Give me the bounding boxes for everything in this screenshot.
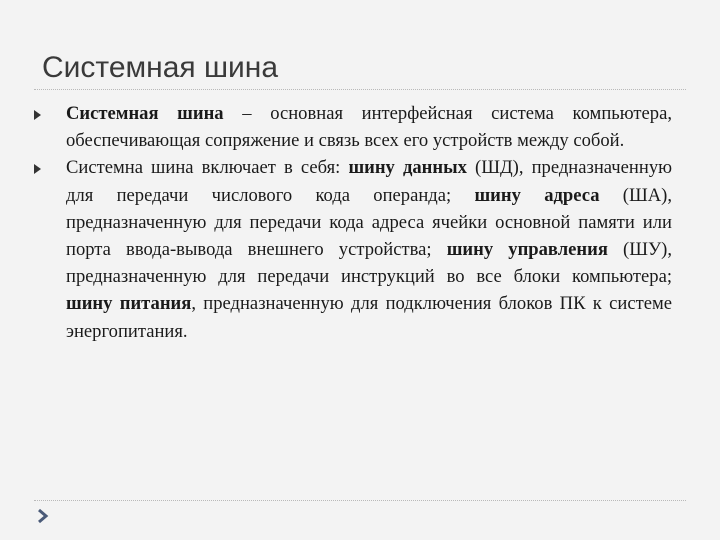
title-divider <box>34 89 686 90</box>
bullet-text-bold: Системная шина <box>66 103 224 124</box>
bullet-text-bold: шину управления <box>446 239 608 261</box>
bullet-text-plain: – основная интерфейсная система компьютера, обеспечивающая сопряжение и связь всех его устройств между собой. <box>66 103 672 152</box>
bullet-text-bold: шину питания <box>66 293 192 315</box>
chevron-right-icon[interactable] <box>34 507 52 525</box>
triangle-bullet-icon <box>34 164 41 174</box>
bullet-text-plain: (ШУ), предназначенную для передачи инструкций во все блоки компьютера; <box>66 239 673 288</box>
bullet-text-plain: (ША), предназначенную для передачи кода адреса ячейки основной памяти или порта ввода-вывода внешнего устройства; <box>66 184 673 261</box>
bullet-item <box>34 154 672 344</box>
slide-title: Системная шина <box>42 51 279 84</box>
bullet-item <box>34 100 672 154</box>
bullet-text <box>66 157 672 341</box>
bullet-text-bold: шину адреса <box>474 184 600 206</box>
bullet-text-plain: Системна шина включает в себя: <box>66 157 349 179</box>
triangle-bullet-icon <box>34 110 41 120</box>
bullet-list <box>34 100 672 345</box>
bullet-text-bold: шину данных <box>348 157 467 179</box>
bullet-text <box>66 103 672 151</box>
bullet-text-plain: , предназначенную для подключения блоков ПК к системе энергопитания. <box>66 293 673 342</box>
bullet-text-plain: (ШД), предназначенную для передачи числового кода операнда; <box>66 157 673 206</box>
footer-divider <box>34 500 686 501</box>
